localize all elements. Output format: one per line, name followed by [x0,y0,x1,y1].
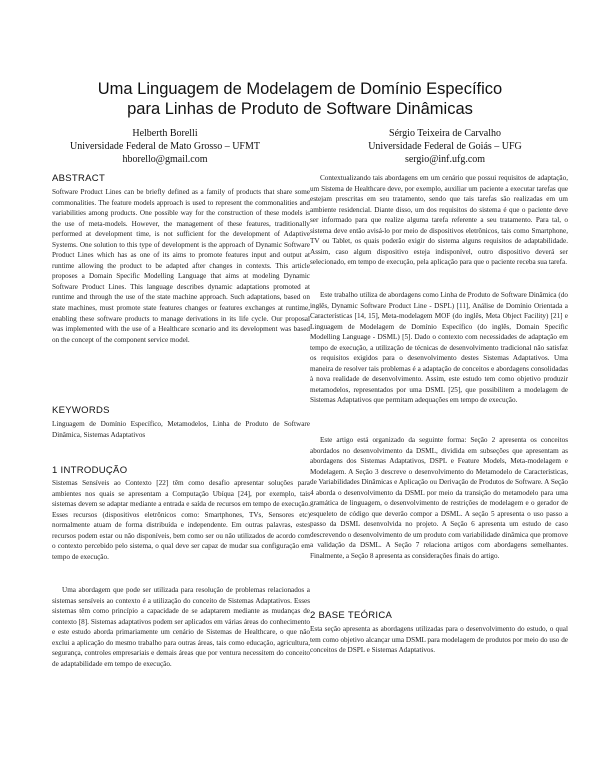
right-column [310,0,568,776]
section-1-heading: 1 INTRODUÇÃO [52,465,128,476]
author-email: hborello@gmail.com [122,154,208,165]
intro-paragraph-5: Este artigo está organizado da seguinte forma: Seção 2 apresenta os conceitos abordados no desenvolvimento da DSML, dividida em subseções que apresentam as abordagens dos Sistemas Adaptativos, DSPL e Feature Models, Meta-modelagem e Modelagem. A Seção 3 descreve o desenvolvimento do Metamodelo de Características, de Variabilidades Dinâmicas e Aplicação ou Derivação de Produtos de Software. A Seção 4 aborda o desenvolvimento da DSML por meio da transição do metamodelo para uma gramática de linguagem, o desenvolvimento de restrições de modelagem e o gerador de esqueleto de código que deverão compor a DSML. A seção 5 apresenta o uso passo a passo da DSML desenvolvida no projeto. A Seção 6 apresenta um estudo de caso descrevendo o desenvolvimento de um produto com variabilidade dinâmica que promove a validação da DSML. A Seção 7 relaciona artigos com abordagens semelhantes. Finalmente, a Seção 8 apresenta as considerações finais do artigo. [310,436,568,561]
author-name: Sérgio Teixeira de Carvalho [389,128,501,139]
intro-paragraph-1: Sistemas Sensíveis ao Contexto [22] têm como desafio apresentar soluções para ambientes nos quais se apresentam a Computação Ubíqua [24], por exemplo, tais sistemas devem se adaptar mediante a entrada e saída de recursos em tempo de execução. Esses recursos (dispositivos eletrônicos como: Smartphones, TVs, Sensores etc) normalmente atuam de forma distribuída e independente. Em outras palavras, estes recursos podem estar ou não disponíveis, bem como ser ou não utilizados de acordo com o contexto percebido pelo sistema, o qual deve ser capaz de mudar sua configuração em tempo de execução. [52,479,310,561]
left-column [52,0,310,776]
paper-title-line-1: Uma Linguagem de Modelagem de Domínio Específico [97,80,503,98]
author-affiliation: Universidade Federal de Goiás – UFG [368,141,522,152]
abstract-heading: ABSTRACT [52,173,106,184]
intro-paragraph-4: Este trabalho utiliza de abordagens como Linha de Produto de Software Dinâmica (do inglês, Dynamic Software Product Line - DSPL) [11], Análise de Domínio Orientada a Características [14, 15], Meta-modelagem MOF (do inglês, Meta Object Facility) [21] e Linguagem de Modelagem de Domínio Específico (do inglês, Domain Specific Modelling Language - DSML) [5]. Dado o contexto com necessidades de adaptação em tempo de execução, a utilização de técnicas de desenvolvimento tradicional não satisfaz os requisitos exigidos para o desenvolvimento destes Sistemas Adaptativos. Uma maneira de resolver tais problemas é a adaptação de conceitos e abordagens consolidadas à nova realidade de desenvolvimento. Assim, este estudo tem como objetivo produzir metamodelos, representados por uma DSML [25], que possibilitem a modelagem de Sistemas Adaptativos que permitam adequações em tempo de execução. [310,291,568,405]
author-email: sergio@inf.ufg.com [404,154,486,165]
section-2-paragraph-1: Esta seção apresenta as abordagens utilizadas para o desenvolvimento do estudo, o qual tem como objetivo alcançar uma DSML para modelagem de produtos por meio do uso de conceitos de DSPL e Sistemas Adaptativos. [310,625,568,655]
paper-title-line-2: para Linhas de Produto de Software Dinâmicas [127,100,473,118]
intro-paragraph-2: Uma abordagem que pode ser utilizada para resolução de problemas relacionados a sistemas sensíveis ao contexto é a utilização do conceito de Sistemas Adaptativos. Esses sistemas têm como princípio a capacidade de se adaptarem mediante as mudanças de contexto [8]. Sistemas adaptativos podem ser aplicados em várias áreas do conhecimento e este estudo aborda primariamente um cenário de Sistemas de Healthcare, o que não exclui a aplicação do mesmo trabalho para outras áreas, tais como educação, agricultura, segurança, controles empresariais e demais áreas que por ventura necessitem do conceito de adaptabilidade em tempo de execução. [52,586,310,668]
intro-paragraph-3: Contextualizando tais abordagens em um cenário que possui requisitos de adaptação, um Sistema de Healthcare deve, por exemplo, auxiliar um paciente a executar tarefas que estejam prescritas em seu tratamento, sendo que tais tarefas são realizadas em um ambiente residencial. Diante disso, um dos requisitos do sistema é que o paciente deve ser informado para que realize alguma tarefa referente a seu tratamento. Para tal, o sistema deve então avisá-lo por meio de dispositivos eletrônicos, tais como Smartphone, TV ou Tablet, os quais poderão exigir do sistema alguns requisitos de adaptabilidade. Assim, caso algum dispositivo esteja indisponível, outro dispositivo deverá ser selecionado, em tempo de execução, pela aplicação para que o paciente receba sua tarefa. [310,174,568,267]
abstract-text: Software Product Lines can be briefly defined as a family of products that share some commonalities. The feature models approach is used to represent the commonalities and variabilities among products. One possible way for the construction of these models is the use of meta-models. However, the management of these features, traditionally performed at development time, is not sufficient for the development of Adaptive Systems. One solution to this type of development is the approach of Dynamic Software Product Lines which has as one of its aims to promote features input and output at runtime allowing the product to be adapted after changes in contexts. This article proposes a Domain Specific Modelling Language that aims at modeling Dynamic Software Product Lines. This language describes dynamic adaptations promoted at runtime and through the use of the state machine approach. Such adaptations, based on state machines, must promote state features changes or features exchanges at runtime, enabling these software products to manage derivations in its life cycle. Our proposal was implemented with the use of a Healthcare scenario and its development was based on the concept of the component service model. [52,188,310,344]
section-2-heading: 2 BASE TEÓRICA [310,610,393,621]
author-name: Helberth Borelli [132,128,198,139]
keywords-text: Linguagem de Domínio Específico, Metamodelos, Linha de Produto de Software Dinâmica, Sistemas Adaptativos [52,420,310,439]
author-affiliation: Universidade Federal de Mato Grosso – UFMT [70,141,260,152]
keywords-heading: KEYWORDS [52,405,110,416]
